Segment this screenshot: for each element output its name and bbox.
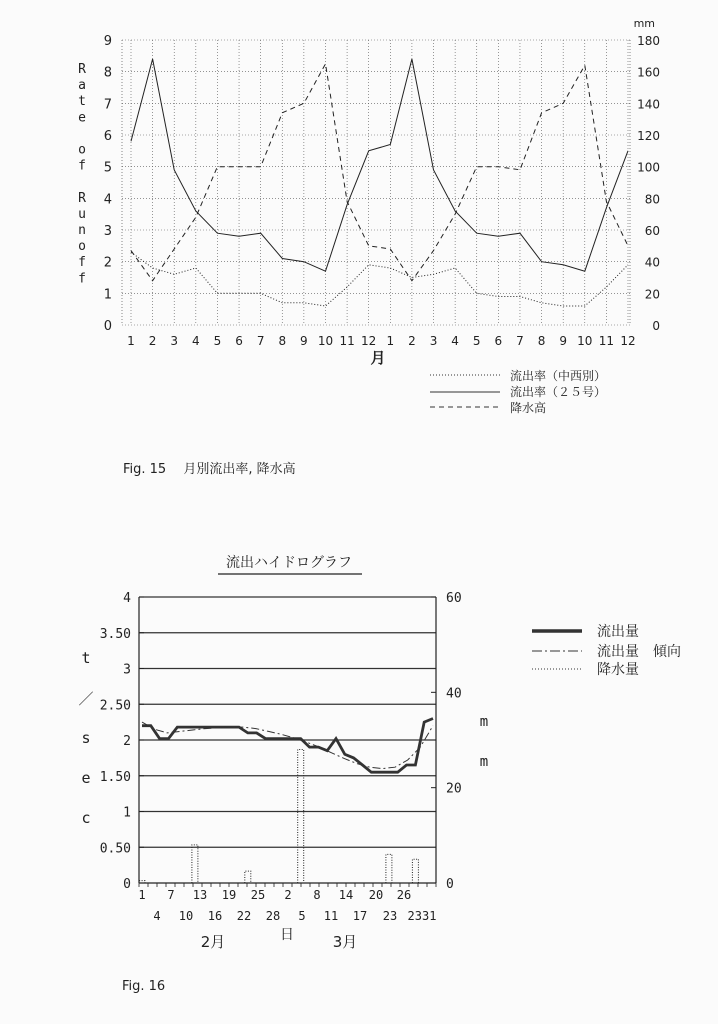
chart2-ytick-right: 0 <box>446 877 454 892</box>
chart1-xtick: 5 <box>213 334 222 348</box>
chart1-xtick: 12 <box>361 334 377 348</box>
chart2-xtick-top: 13 <box>192 888 208 902</box>
chart1-ylabel-char: f <box>78 255 86 271</box>
chart1-ytick-right: 0 <box>652 319 660 333</box>
chart2-xtick-top: 2 <box>284 888 292 902</box>
chart1-xtick: 11 <box>339 334 355 348</box>
chart2-xtick-top: 25 <box>250 888 266 902</box>
legend-label-trend: 流出量 傾向 <box>597 644 681 660</box>
chart2-ylabel-char: s <box>81 729 91 747</box>
legend-label-rain: 降水量 <box>597 662 639 678</box>
chart1-xtick: 6 <box>235 334 243 348</box>
chart1-ylabel-char: o <box>78 142 86 158</box>
chart2-xtick-top: 19 <box>221 888 237 902</box>
chart1-xtick: 9 <box>559 334 567 348</box>
chart1-xtick: 1 <box>127 334 135 348</box>
chart2-xtick-bottom: 10 <box>178 909 194 923</box>
chart1-xtick: 11 <box>598 334 615 348</box>
chart2-ylabel-char: t <box>81 649 91 667</box>
chart1-xtick: 4 <box>451 334 459 348</box>
chart1-xtick: 7 <box>256 334 265 348</box>
chart2-legend <box>532 623 681 678</box>
chart2-ytick-left: 4 <box>123 591 131 606</box>
chart1-ytick-right: 180 <box>637 34 660 48</box>
chart1-ylabel-char: e <box>78 110 86 126</box>
chart1-xtick: 3 <box>170 334 179 348</box>
chart1-ytick-left: 2 <box>103 255 112 271</box>
chart1-y2-unit: mm <box>633 17 655 30</box>
chart2-xtick-bottom: 5 <box>298 909 306 923</box>
chart-runoff-hydrograph <box>78 591 488 951</box>
chart1-ylabel-char: f <box>78 158 86 174</box>
chart1-ytick-right: 160 <box>637 65 660 80</box>
chart1-ylabel-char: a <box>78 78 86 94</box>
chart2-ytick-left: 2 <box>123 734 131 749</box>
chart1-series-line-1 <box>131 59 628 271</box>
chart1-legend <box>430 368 606 415</box>
chart2-xtick-top: 8 <box>313 888 321 902</box>
chart1-ytick-left: 4 <box>103 192 112 208</box>
chart1-ytick-left: 6 <box>103 129 112 144</box>
chart2-ylabel-char: c <box>81 809 91 827</box>
figure16-caption: Fig. 16 <box>122 979 166 994</box>
chart2-ytick-left: 1.50 <box>99 769 131 785</box>
chart2-ytick-left: 0 <box>123 877 131 892</box>
chart1-ytick-left: 0 <box>103 319 112 334</box>
chart1-xtick: 10 <box>317 334 334 348</box>
chart1-xtick: 8 <box>278 334 287 348</box>
chart2-xtick-bottom: 16 <box>207 909 223 923</box>
chart1-xtick: 1 <box>386 334 395 348</box>
chart1-xtick: 7 <box>516 334 524 348</box>
chart2-ytick-right: 20 <box>446 781 462 797</box>
chart1-ytick-left: 3 <box>103 224 112 239</box>
chart2-series-line-0 <box>142 719 433 773</box>
chart2-rain-bar <box>298 750 304 884</box>
chart2-ytick-left: 2.50 <box>99 698 131 714</box>
chart2-rain-bar <box>412 859 418 883</box>
chart2-xtick-bottom: 23 <box>382 909 398 923</box>
chart1-series-line-2 <box>131 64 628 281</box>
chart1-ylabel-char: t <box>78 94 86 110</box>
chart2-series-line-1 <box>142 722 433 769</box>
chart1-series-line-0 <box>131 252 628 306</box>
chart1-ylabel-char: f <box>78 271 86 287</box>
chart1-xtick: 6 <box>494 334 503 348</box>
legend-label-25go: 流出率（２５号） <box>510 385 607 399</box>
chart2-xtick-top: 20 <box>368 888 384 902</box>
chart2-title: 流出ハイドログラフ <box>226 555 352 571</box>
chart2-xlabel: 日 <box>280 927 294 943</box>
chart2-xtick-bottom: 17 <box>352 909 368 923</box>
chart1-xtick: 10 <box>577 334 593 348</box>
legend-label-runoff: 流出量 <box>597 624 639 640</box>
chart1-ytick-left: 5 <box>103 160 112 176</box>
chart1-ylabel-char: u <box>78 206 86 222</box>
chart1-xtick: 9 <box>300 334 308 348</box>
chart2-ytick-left: 3 <box>123 662 131 678</box>
chart2-xtick-bottom: 2331 <box>407 909 437 923</box>
chart2-ytick-right: 40 <box>446 686 462 702</box>
chart1-ytick-right: 40 <box>644 255 660 270</box>
chart1-ytick-right: 120 <box>637 129 660 143</box>
chart2-xtick-top: 1 <box>138 888 146 902</box>
chart1-xtick: 4 <box>192 334 200 348</box>
chart2-xtick-bottom: 11 <box>323 909 339 923</box>
chart1-xtick: 12 <box>620 334 636 348</box>
chart2-xtick-top: 14 <box>338 888 354 902</box>
chart1-ylabel-char: R <box>78 62 86 77</box>
chart2-rain-bar <box>245 871 251 883</box>
chart1-xtick: 8 <box>537 334 546 348</box>
chart1-xtick: 2 <box>148 334 157 348</box>
chart1-ytick-left: 9 <box>103 34 112 49</box>
chart2-month-label-mar: 3月 <box>332 933 358 951</box>
chart2-ylabel-char: e <box>81 769 91 787</box>
chart1-ytick-right: 100 <box>637 160 660 175</box>
chart1-ytick-right: 20 <box>644 287 660 302</box>
chart1-ylabel-char: n <box>78 223 86 238</box>
chart2-ytick-left: 3.50 <box>99 626 131 642</box>
chart2-ytick-right: 60 <box>446 591 462 606</box>
chart2-y2label-char: m <box>479 714 489 730</box>
chart2-ylabel-char: ／ <box>78 690 94 708</box>
chart2-xtick-bottom: 22 <box>236 909 252 923</box>
chart1-ytick-right: 140 <box>637 97 660 112</box>
legend-label-nakanishibetsu: 流出率（中西別） <box>510 369 607 383</box>
chart2-y2label-char: m <box>479 754 489 770</box>
chart2-xtick-bottom: 28 <box>265 909 281 923</box>
chart2-rain-bar <box>386 854 392 883</box>
chart2-rain-bar <box>192 845 198 883</box>
chart2-xtick-bottom: 4 <box>153 909 161 923</box>
chart1-ylabel-char: R <box>78 190 86 206</box>
chart1-x-unit: 月 <box>370 349 386 367</box>
chart2-ytick-left: 1 <box>123 805 131 821</box>
chart1-xtick: 5 <box>472 334 481 348</box>
figure15-caption: Fig. 15 月別流出率, 降水高 <box>123 462 296 477</box>
chart1-ytick-left: 1 <box>103 287 112 303</box>
chart1-ytick-right: 80 <box>644 192 660 207</box>
chart-monthly-runoff <box>78 17 660 367</box>
chart1-ytick-left: 7 <box>103 97 112 113</box>
chart2-xtick-top: 7 <box>167 888 175 902</box>
chart1-ytick-left: 8 <box>103 65 112 81</box>
chart1-ylabel-char: o <box>78 239 86 255</box>
chart1-ytick-right: 60 <box>644 224 660 238</box>
chart2-ytick-left: 0.50 <box>99 841 131 857</box>
chart1-xtick: 2 <box>408 334 416 348</box>
legend-label-precip: 降水高 <box>510 401 547 415</box>
chart2-xtick-top: 26 <box>396 888 412 902</box>
chart1-xtick: 3 <box>429 334 438 348</box>
chart2-month-label-feb: 2月 <box>200 933 226 951</box>
